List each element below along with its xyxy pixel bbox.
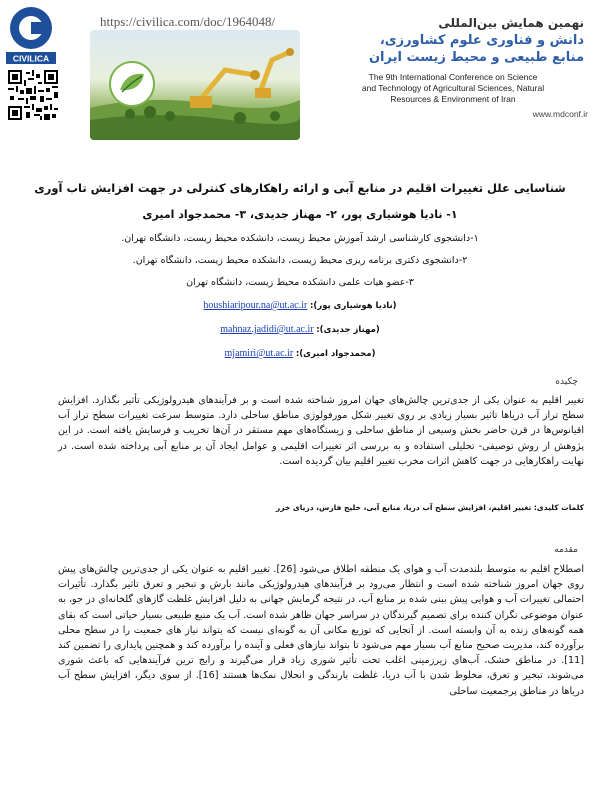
paper-title: شناسایی علل تغییرات اقلیم در منابع آبی و ارائه راهکارهای کنترلی در جهت افزایش تاب آوری: [34, 181, 566, 195]
conference-title-en: [318, 72, 588, 120]
conference-title-fa: [294, 16, 584, 65]
conference-en-line1: The 9th International Conference on Science: [368, 72, 538, 82]
email-row-1: [20, 300, 580, 311]
conference-fa-line3: منابع طبیعی و محیط زیست ایران: [368, 50, 584, 65]
qr-code-icon: [8, 70, 58, 120]
email-owner: (نادیا هوشیاری پور):: [310, 301, 397, 311]
conference-fa-line2: دانش و فناوری علوم کشاورزی،: [379, 33, 584, 48]
email-row-2: [20, 324, 580, 335]
conference-logo-icon: [108, 60, 156, 108]
conference-url[interactable]: www.mdconf.ir: [532, 109, 588, 120]
email-owner: (محمدجواد امیری):: [295, 349, 376, 359]
intro-heading: مقدمه: [554, 545, 578, 555]
conference-en-line3: Resources & Environment of Iran: [390, 94, 516, 105]
abstract-text: تغییر اقلیم به عنوان یکی از جدی‌ترین چالش‌های جهان امروز شناخته شده است و بر فرآیندهای هیدرولوژیکی تأثیر بگذارد. افزایش سطح تراز آب دریاها تاثیر بسیار زیادی بر روی تغییر شکل مورفولوژی مناطق ساحلی دارد. متوسط سرعت تغییرات سطح تراز آب اقیانوس‌ها در قرن حاضر بخش وسیعی از مناطق ساحلی و زیستگاه‌های مهم مستقر در آن‌ها تخریب و فرسایش یافته است. در این پژوهش از روش توصیفی- تحلیلی استفاده و به بررسی اثر تغییرات اقلیمی و عوامل ایجاد آن بر منابع آبی پرداخته شده است. در نهایت راهکارهایی در جهت کاهش اثرات مخرب تغییر اقلیم بیان گردیده است.: [58, 395, 584, 467]
email-link[interactable]: mjamiri@ut.ac.ir: [224, 348, 294, 359]
keywords: کلمات کلیدی: تغییر اقلیم، افزایش سطح آب دریا، منابع آبی، خلیج فارس، دریای خزر: [275, 503, 584, 512]
svg-text:CIVILICA: CIVILICA: [12, 53, 50, 64]
intro-text: اصطلاح اقلیم به متوسط بلندمدت آب و هوای یک منطقه اطلاق می‌شود [26]. تغییر اقلیم به عنوان یکی از جدی‌ترین چالش‌های پیش روی جهان امروز شناخته شده است و انتظار می‌رود بر فرآیندهای هیدرولوژیکی مانند بارش و تبخیر و تعرق تاثیر بگذارد. تأثیرات احتمالی تغییرات آب و هوایی پیش بینی شده بر منابع آب، در نتیجه گرمایش جهانی به دلیل افزایش غلظت گازهای گلخانه‌ای در جو، به عنوان موضوعی نگران کننده برای تصمیم گیرندگان در سراسر جهان ظاهر شده است. آب یک منبع طبیعی بسیار حیاتی است که بقای همه گونه‌های زنده به آن وابسته است. از آنجایی که توزیع مکانی آن به گونه‌ای نیست که بتواند نیاز های جمعیت را در سطح محلی برآورده کند، مدیریت صحیح منابع آب بسیار مهم می‌شود تا بتواند نیازهای فعلی و آینده را برآورده کند و همچنین پایداری را تضمین کند [11]. در مناطق خشک، آب‌های زیرزمینی اغلب تحت تأثیر شوری زیاد قرار می‌گیرند و رایج ترین فرآیندهایی که باعث شوری می‌شوند، تبخیر و تعرق، مخلوط شدن با آب دریا، غلظت بارندگی و انحلال نمک‌ها هستند [16]. از سوی دیگر، افزایش سطح آب دریاها در مناطق پرجمعیت ساحلی: [58, 564, 585, 697]
email-row-3: [20, 348, 580, 359]
email-owner: (مهناز جدیدی):: [316, 325, 380, 335]
affiliation-2: ۲-دانشجوی دکتری برنامه ریزی محیط زیست، دانشکده محیط زیست، دانشگاه تهران.: [132, 255, 468, 266]
affiliation-1: ۱-دانشجوی کارشناسی ارشد آموزش محیط زیست، دانشکده محیط زیست، دانشگاه تهران.: [121, 233, 479, 244]
conference-en-line2: and Technology of Agricultural Sciences, Natural: [361, 83, 545, 94]
affiliation-3: ۳-عضو هیات علمی دانشکده محیط زیست، دانشگاه تهران: [186, 277, 414, 288]
conference-fa-line1: نهمین همایش بین‌المللی: [438, 16, 584, 30]
civilica-logo-icon: [4, 4, 58, 66]
paper-authors: ۱- نادیا هوشیاری پور، ۲- مهناز جدیدی، ۳- محمدجواد امیری: [142, 208, 458, 221]
watermark-url[interactable]: https://civilica.com/doc/1964048/: [100, 14, 276, 29]
email-link[interactable]: houshiaripour.na@ut.ac.ir: [203, 300, 308, 311]
email-link[interactable]: mahnaz.jadidi@ut.ac.ir: [220, 324, 314, 335]
abstract-heading: چکیده: [555, 377, 578, 387]
